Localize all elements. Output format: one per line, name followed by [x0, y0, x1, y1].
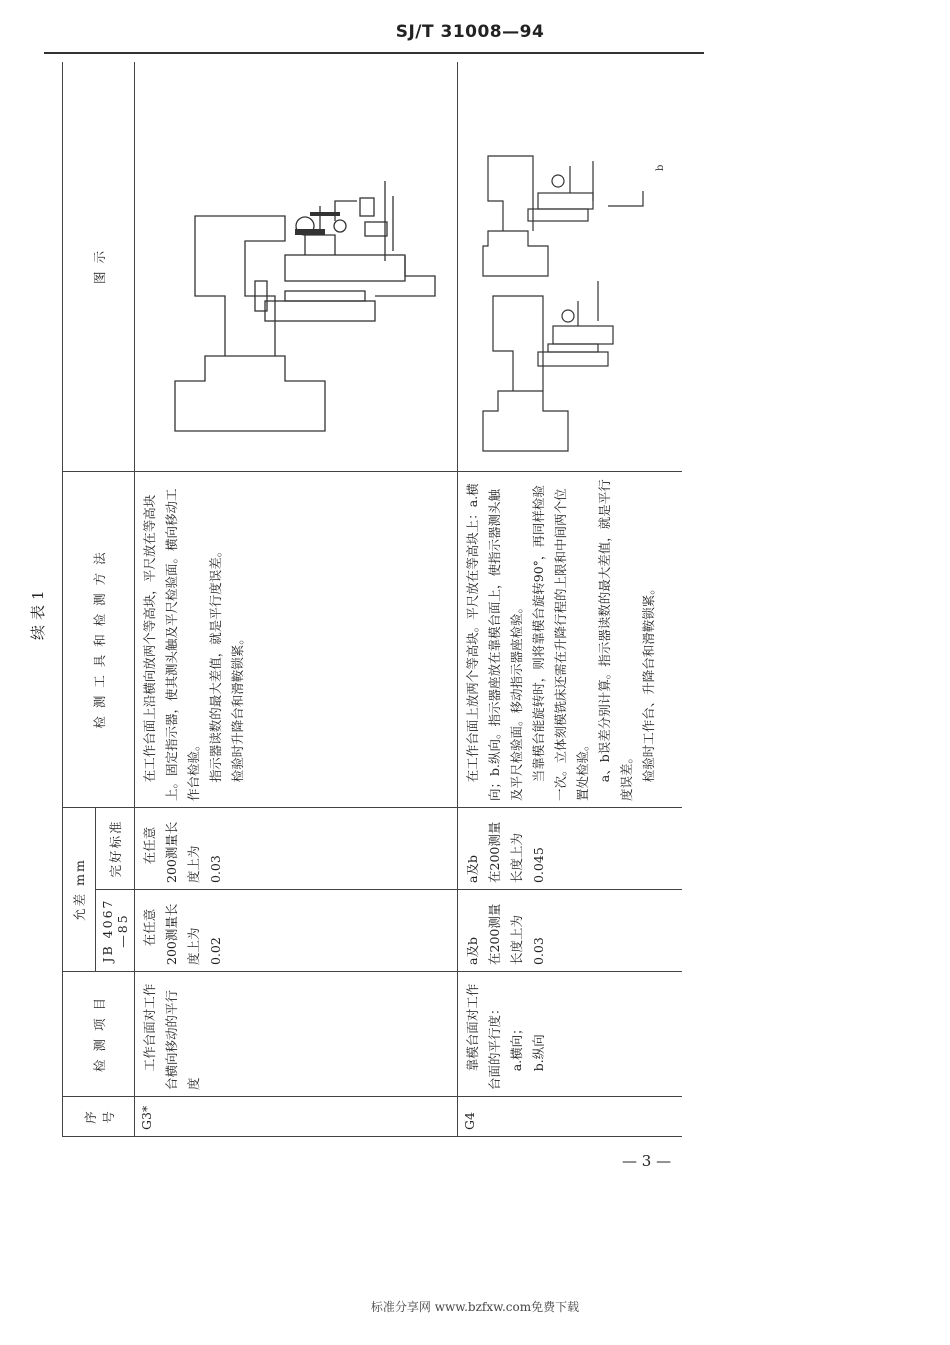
tol-line: 在任意200测量长度上为 [142, 821, 201, 883]
row-tol-jb [135, 890, 458, 972]
tol-line: a及b [465, 855, 480, 883]
header-tolerance: 允差 mm [63, 808, 96, 972]
row-method [135, 472, 458, 808]
method-para: 检验时升降台和滑鞍锁紧。 [230, 632, 245, 783]
row-tol-good [458, 808, 683, 890]
caption-char: 表 [29, 604, 47, 620]
page-number: — 3 — [622, 1152, 672, 1170]
row-figure [458, 62, 683, 472]
item-line: b.纵向 [531, 1034, 546, 1072]
inspection-table [62, 62, 682, 1137]
rotated-table-frame [62, 62, 682, 1137]
header-method: 检 测 工 具 和 检 测 方 法 [63, 472, 135, 808]
caption-char: 续 [29, 624, 47, 640]
method-para: 在工作台面上沿横向放两个等高块，平尺放在等高块上。固定指示器，使其测头触及平尺检验面。横向移动工作台检验。 [142, 488, 201, 801]
row-figure [135, 62, 458, 472]
caption-char: 1 [29, 590, 47, 600]
header-tol-good: 完好标准 [96, 808, 135, 890]
row-method [458, 472, 683, 808]
row-seq: G3* [135, 1097, 458, 1137]
item-line: 工作台面对工作台横向移动的平行度 [142, 983, 201, 1090]
tol-line: a及b [465, 937, 480, 965]
tol-line: 0.02 [208, 937, 223, 965]
header-tol-jb: JB 4067—85 [96, 890, 135, 972]
method-para: 检验时工作台、升降台和滑鞍锁紧。 [641, 582, 656, 783]
header-rule [44, 52, 704, 54]
row-tol-good [135, 808, 458, 890]
tol-line: 0.03 [531, 937, 546, 965]
tol-line: 0.045 [531, 847, 546, 883]
row-item [135, 972, 458, 1097]
header-figure: 图 示 [63, 62, 135, 472]
item-line: a.横向； [509, 1022, 524, 1072]
table-caption [28, 580, 48, 640]
standard-number: SJ/T 31008—94 [395, 22, 545, 42]
method-para: 指示器读数的最大差值，就是平行度误差。 [208, 544, 223, 783]
table-row [458, 62, 683, 1137]
header-seq: 序号 [63, 1097, 135, 1137]
method-para: 当靠模台能旋转时，则将靠模台旋转90°，再同样检验一次。立体刻模铣床还需在升降行程的上限和中间两个位置处检验。 [531, 485, 590, 801]
milling-machine-figure-2 [458, 62, 682, 471]
footer-watermark: 标准分享网 www.bzfxw.com免费下载 [370, 1300, 580, 1314]
milling-machine-figure-1 [135, 62, 457, 471]
row-seq: G4 [458, 1097, 683, 1137]
tol-line: 在任意200测量长度上为 [142, 903, 201, 965]
method-para: a、b误差分别计算。指示器读数的最大差值，就是平行度误差。 [597, 479, 634, 801]
rotated-table [62, 62, 682, 1137]
method-para: 在工作台面上放两个等高块。平尺放在等高块上：a.横向；b.纵向。指示器座放在靠模台面上，使指示器测头触及平尺检验面。移动指示器座检验。 [465, 483, 524, 801]
item-line: 靠模台面对工作台面的平行度： [465, 983, 502, 1090]
table-caption-text [28, 580, 48, 640]
row-tol-jb [458, 890, 683, 972]
tol-line: 在200测量长度上为 [487, 821, 524, 883]
tol-line: 在200测量长度上为 [487, 903, 524, 965]
header-item: 检 测 项 目 [63, 972, 135, 1097]
figure-label-b: b [655, 164, 666, 171]
row-item [458, 972, 683, 1097]
tol-line: 0.03 [208, 855, 223, 883]
table-row [135, 62, 458, 1137]
